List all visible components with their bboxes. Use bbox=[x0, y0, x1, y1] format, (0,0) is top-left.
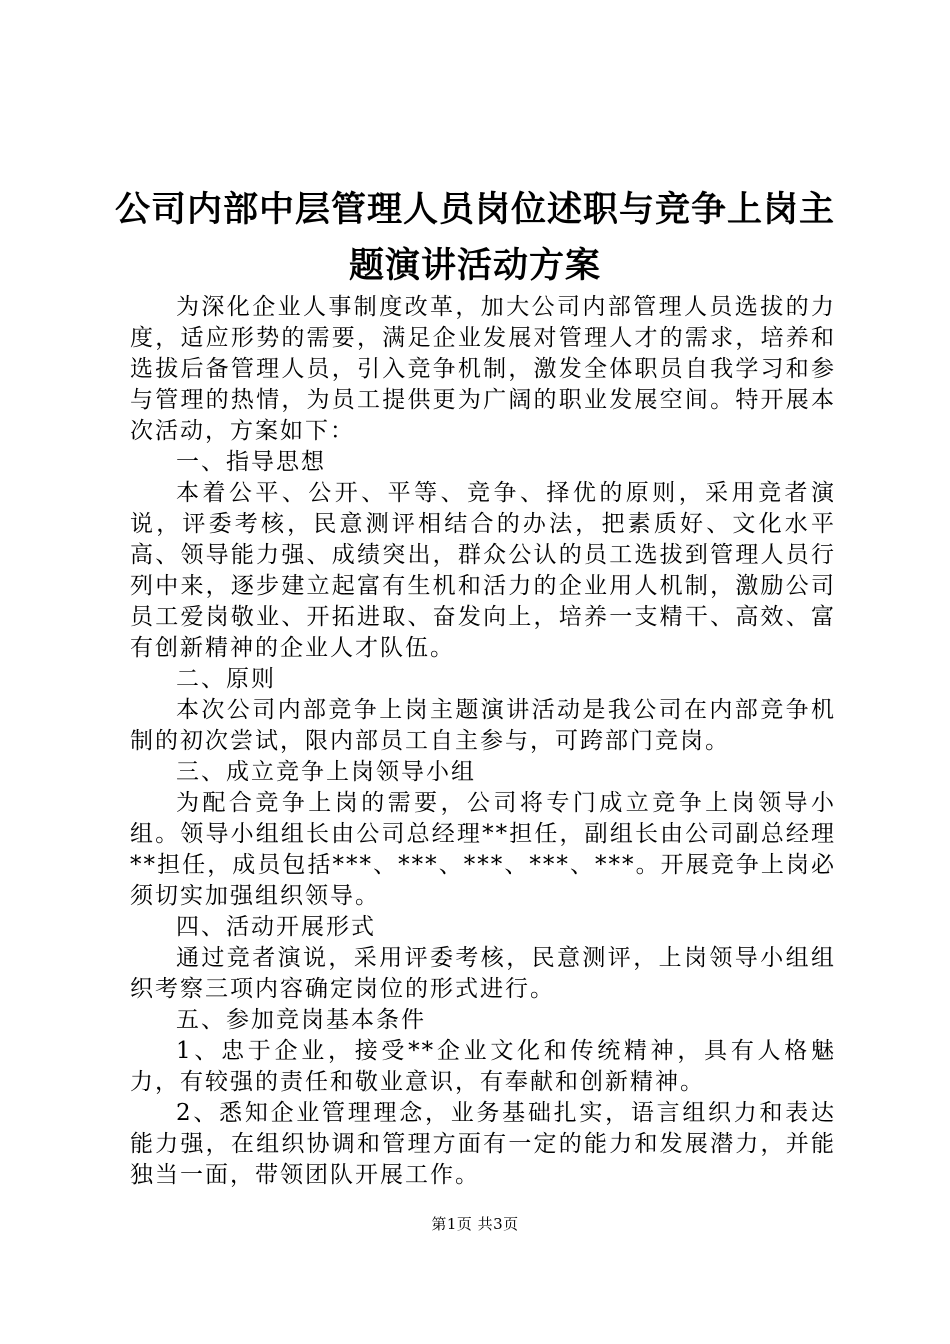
section-heading-leading-group: 三、成立竞争上岗领导小组 bbox=[176, 759, 476, 785]
section-heading-guiding-thought: 一、指导思想 bbox=[176, 449, 326, 475]
section-heading-activity-form: 四、活动开展形式 bbox=[176, 914, 376, 940]
document-title-line-2: 题演讲活动方案 bbox=[348, 246, 601, 286]
paragraph-principles: 本次公司内部竞争上岗主题演讲活动是我公司在内部竞争机制的初次尝试，限内部员工自主参与，可跨部门竞岗。 bbox=[130, 697, 836, 754]
document-body bbox=[130, 292, 836, 1191]
paragraph-intro: 为深化企业人事制度改革，加大公司内部管理人员选拔的力度，适应形势的需要，满足企业发展对管理人才的需求，培养和选拔后备管理人员，引入竞争机制，激发全体职员自我学习和参与管理的热情，为员工提供更为广阔的职业发展空间。特开展本次活动，方案如下： bbox=[130, 294, 836, 444]
paragraph-leading-group: 为配合竞争上岗的需要，公司将专门成立竞争上岗领导小组。领导小组组长由公司总经理**担任，副组长由公司副总经理**担任，成员包括***、***、***、***、***。开展竞争上岗必须切实加强组织领导。 bbox=[130, 790, 836, 909]
paragraph-condition-1: 1、忠于企业，接受**企业文化和传统精神，具有人格魅力，有较强的责任和敬业意识，有奉献和创新精神。 bbox=[130, 1038, 836, 1095]
paragraph-condition-2: 2、悉知企业管理理念，业务基础扎实，语言组织力和表达能力强，在组织协调和管理方面有一定的能力和发展潜力，并能独当一面，带领团队开展工作。 bbox=[130, 1100, 836, 1188]
section-heading-basic-conditions: 五、参加竞岗基本条件 bbox=[176, 1007, 426, 1033]
page-number-footer: 第1页 共3页 bbox=[431, 1215, 519, 1233]
section-heading-principles: 二、原则 bbox=[176, 666, 276, 692]
document-title-line-1: 公司内部中层管理人员岗位述职与竞争上岗主 bbox=[114, 190, 835, 230]
paragraph-activity-form: 通过竞者演说，采用评委考核，民意测评，上岗领导小组组织考察三项内容确定岗位的形式进行。 bbox=[130, 945, 836, 1002]
paragraph-guiding-thought: 本着公平、公开、平等、竞争、择优的原则，采用竞者演说，评委考核，民意测评相结合的办法，把素质好、文化水平高、领导能力强、成绩突出，群众公认的员工选拔到管理人员行列中来，逐步建立起富有生机和活力的企业用人机制，激励公司员工爱岗敬业、开拓进取、奋发向上，培养一支精干、高效、富有创新精神的企业人才队伍。 bbox=[130, 480, 836, 661]
